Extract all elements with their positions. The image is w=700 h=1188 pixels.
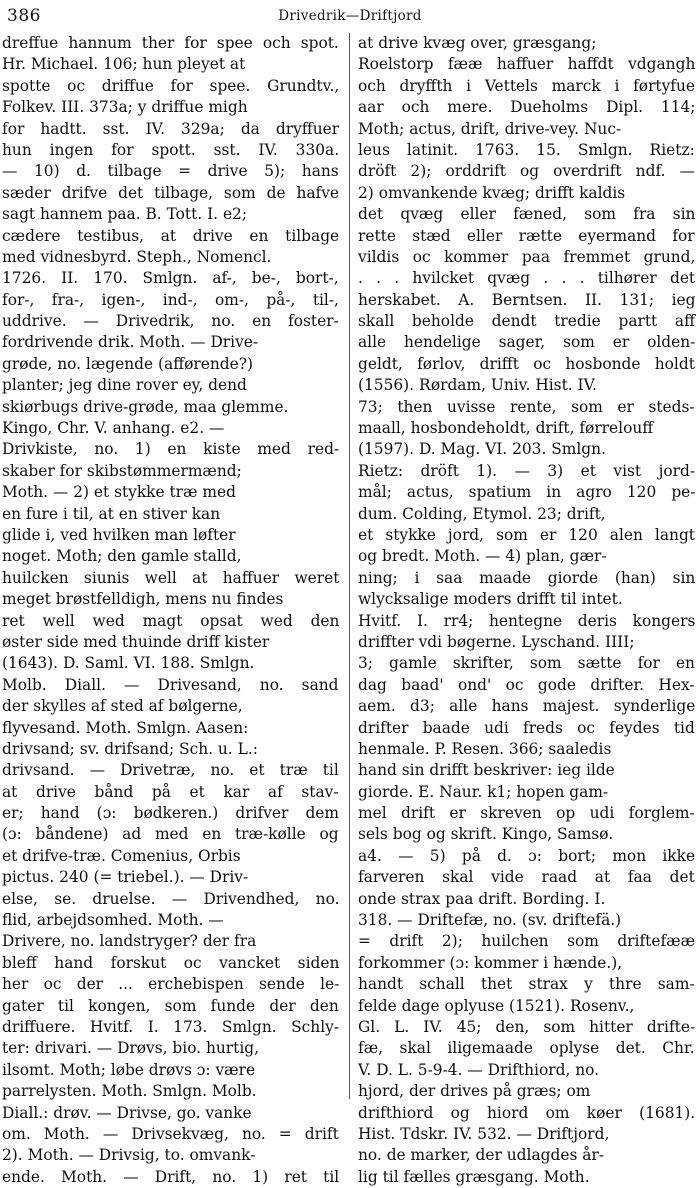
text-line: (1556). Rørdam, Univ. Hist. IV. [358, 376, 597, 395]
text-line: Drivere, no. landstryger? der fra [2, 932, 257, 951]
text-line: cædere testibus, at drive en tilbage [2, 226, 340, 245]
text-line: Molb. Diall. — Drivesand, no. sand [2, 675, 339, 694]
text-line: leus latinit. 1763. 15. Smlgn. Rietz: [358, 140, 695, 159]
text-line: øster side med thuinde driff kister [2, 632, 270, 651]
text-line: grøde, no. lægende (afførende?) [2, 354, 253, 373]
text-line: fordrivende drik. Moth. — Drive- [2, 333, 259, 352]
text-line: herskabet. A. Berntsen. II. 131; ieg [358, 290, 696, 309]
text-line: handt schall thet strax y thre sam- [358, 975, 695, 994]
text-line: 1726. II. 170. Smlgn. af-, be-, bort-, [2, 269, 339, 288]
text-line: dum. Colding, Etymol. 23; drift, [358, 504, 606, 523]
text-line: geldt, førlov, drifft oc hosbonde holdt [358, 354, 695, 373]
text-line: (ɔ: båndene) ad med en træ-kølle og [2, 825, 339, 844]
text-line: ende. Moth. — Drift, no. 1) ret til [2, 1167, 340, 1186]
text-line: meget brøstfelldigh, mens nu findes [2, 590, 284, 609]
text-line: ning; i saa maade giorde (han) sin [358, 568, 696, 587]
text-line: ret well wed magt opsat wed den [2, 611, 340, 630]
text-line: sagt hannem paa. B. Tott. I. e2; [2, 205, 248, 224]
text-line: sæder drifve det tilbage, som de hafve [2, 183, 340, 202]
text-line: her oc der ... erchebispen sende le- [2, 975, 340, 994]
text-line: lig til fælles græsgang. Moth. [358, 1167, 590, 1186]
text-line: bleff hand forskut oc vancket siden [2, 953, 340, 972]
page-header [0, 6, 700, 30]
text-line: dröft 2); orddrift og overdrift ndf. — [358, 162, 695, 181]
left-column [2, 33, 340, 1186]
text-line: = drift 2); huilchen som driftefææ [358, 932, 696, 951]
text-line: er; hand (ɔ: bødkeren.) drifver dem [2, 804, 339, 823]
text-line: V. D. L. 5-9-4. — Drifthiord, no. [358, 1060, 600, 1079]
text-line: aem. d3; alle hans majest. synderlige [358, 697, 696, 716]
column-divider [349, 33, 350, 1099]
text-line: drivsand; sv. drifsand; Sch. u. L.: [2, 739, 258, 758]
text-line: aar och mere. Dueholms Dipl. 114; [358, 98, 696, 117]
text-line: no. de marker, der udlagdes år- [358, 1146, 604, 1165]
text-line: Rietz: dröft 1). — 3) et vist jord- [358, 461, 696, 480]
text-line: og bredt. Moth. — 4) plan, gær- [358, 547, 607, 566]
text-line: en fure i til, at en stiver kan [2, 504, 221, 523]
text-line: fæ, skal iligemaade oplyse det. Chr. [358, 1039, 695, 1058]
text-line: och dryffth i Vettels marck i førtyfue [358, 76, 696, 95]
text-line: at drive kvæg over, græsgang; [358, 34, 597, 52]
text-line: else, se. druelse. — Drivendhed, no. [2, 889, 340, 908]
text-line: der skylles af sted af bølgerne, [2, 697, 243, 716]
text-line: noget. Moth; den gamle stalld, [2, 547, 242, 566]
text-line: drifthiord og hiord om køer (1681). [358, 1103, 696, 1122]
text-line: huilcken siunis well at haffuer weret [2, 568, 340, 587]
text-line: 73; then uvisse rente, som er steds- [358, 397, 695, 416]
right-column [358, 33, 696, 1186]
text-line: Gl. L. IV. 45; den, som hitter drifte- [358, 1017, 696, 1036]
text-line: Hvitf. I. rr4; hentegne deris kongers [358, 611, 696, 630]
text-line: Hr. Michael. 106; hun pleyet at [2, 55, 246, 74]
text-line: mel drift er skreven op udi forglem- [358, 804, 695, 823]
text-line: det qvæg eller fæned, som fra sin [358, 205, 696, 224]
text-line: ter: drivari. — Drøvs, bio. hurtig, [2, 1039, 260, 1058]
text-line: 3; gamle skrifter, som sætte for en [358, 654, 695, 673]
text-line: — 10) d. tilbage = drive 5); hans [2, 162, 339, 181]
text-line: alle hendelige sager, som er olden- [358, 333, 696, 352]
text-line: forkommer (ɔ: kommer i hænde.), [358, 953, 623, 972]
text-line: dag baad' ond' oc gode drifter. Hex- [358, 675, 695, 694]
text-line: for-, fra-, igen-, ind-, om-, på-, til-, [2, 290, 339, 309]
text-line: . . . hvilcket qvæg . . . tilhører det [358, 269, 696, 288]
text-line: maall, hosbondeholdt, drift, førrelouff [358, 419, 654, 438]
text-line: 2) omvankende kvæg; drifft kaldis [358, 183, 626, 202]
text-line: drivsand. — Drivetræ, no. et træ til [2, 761, 339, 780]
text-line: uddrive. — Drivedrik, no. en foster- [2, 312, 339, 331]
text-line: Kingo, Chr. V. anhang. e2. — [2, 419, 225, 438]
text-line: Folkev. III. 373a; y driffue migh [2, 98, 248, 117]
text-line: for hadtt. sst. IV. 329a; da dryffuer [2, 119, 340, 138]
text-line: henmale. P. Resen. 366; saaledis [358, 739, 612, 758]
text-line: skaber for skibstømmermænd; [2, 461, 242, 480]
page-number: 386 [7, 6, 41, 26]
text-line: rette stæd eller rætte eyermand for [358, 226, 695, 245]
text-line: mål; actus, spatium in agro 120 pe- [358, 483, 696, 502]
text-line: farveren skal vide raad at faa det [358, 868, 695, 887]
text-line: flid, arbejdsomhed. Moth. — [2, 911, 224, 930]
text-line: Hist. Tdskr. IV. 532. — Driftjord, [358, 1124, 610, 1143]
text-line: drifter baade udi freds oc feydes tid [358, 718, 695, 737]
text-line: driffuere. Hvitf. I. 173. Smlgn. Schly- [2, 1017, 340, 1036]
text-line: om. Moth. — Drivsekvæg, no. = drift [2, 1124, 339, 1143]
text-line: vildis oc kommer paa fremmet grund, [358, 247, 696, 266]
text-line: Moth; actus, drift, drive-vey. Nuc- [358, 119, 622, 138]
text-line: hjord, der drives på græs; om [358, 1082, 591, 1101]
text-line: et drifve-træ. Comenius, Orbis [2, 846, 241, 865]
text-line: pictus. 240 (= triebel.). — Driv- [2, 868, 249, 887]
text-line: et stykke jord, som er 120 alen langt [358, 525, 695, 544]
text-line: sels bog og skrift. Kingo, Samsø. [358, 825, 614, 844]
text-line: spotte oc driffue for spee. Grundtv., [2, 76, 340, 95]
running-head: Drivedrik—Driftjord [278, 8, 422, 24]
text-line: ilsomt. Moth; løbe drøvs ɔ: være [2, 1060, 256, 1079]
text-line: Diall.: drøv. — Drivse, go. vanke [2, 1103, 252, 1122]
text-line: at drive bånd på et kar af stav- [2, 782, 339, 801]
text-line: hand sin drifft beskriver: ieg ilde [358, 761, 615, 780]
text-line: hun ingen for spott. sst. IV. 330a. [2, 140, 340, 159]
text-line: planter; jeg dine rover ey, dend [2, 376, 247, 395]
text-line: wlycksalige moders drifft til intet. [358, 590, 623, 609]
text-line: 318. — Driftefæ, no. (sv. driftefä.) [358, 911, 622, 930]
text-line: flyvesand. Moth. Smlgn. Aasen: [2, 718, 249, 737]
text-line: med vidnesbyrd. Steph., Nomencl. [2, 247, 272, 266]
text-line: glide i, ved hvilken man løfter [2, 525, 236, 544]
text-line: a4. — 5) på d. ɔ: bort; mon ikke [358, 846, 696, 865]
text-line: parrelysten. Moth. Smlgn. Molb. [2, 1082, 257, 1101]
text-line: driffter vdi bøgerne. Lyschand. IIII; [358, 632, 635, 651]
text-line: onde strax paa drift. Bording. I. [358, 889, 606, 908]
text-line: Moth. — 2) et stykke træ med [2, 483, 236, 502]
text-line: 2). Moth. — Drivsig, to. omvank- [2, 1146, 256, 1165]
text-line: felde dage oplyuse (1521). Rosenv., [358, 996, 635, 1015]
text-line: skall beholde dendt tredie partt aff [358, 312, 696, 331]
text-line: (1597). D. Mag. VI. 203. Smlgn. [358, 440, 606, 459]
text-line: dreffue hannum ther for spee och spot. [2, 34, 339, 52]
text-line: Roelstorp fææ haffuer haffdt vdgangh [358, 55, 696, 74]
text-line: Drivkiste, no. 1) en kiste med red- [2, 440, 340, 459]
text-line: (1643). D. Saml. VI. 188. Smlgn. [2, 654, 255, 673]
text-line: gater til kongen, som funde der den [2, 996, 339, 1015]
text-line: giorde. E. Naur. k1; hopen gam- [358, 782, 609, 801]
text-line: skiørbugs drive-grøde, maa glemme. [2, 397, 289, 416]
